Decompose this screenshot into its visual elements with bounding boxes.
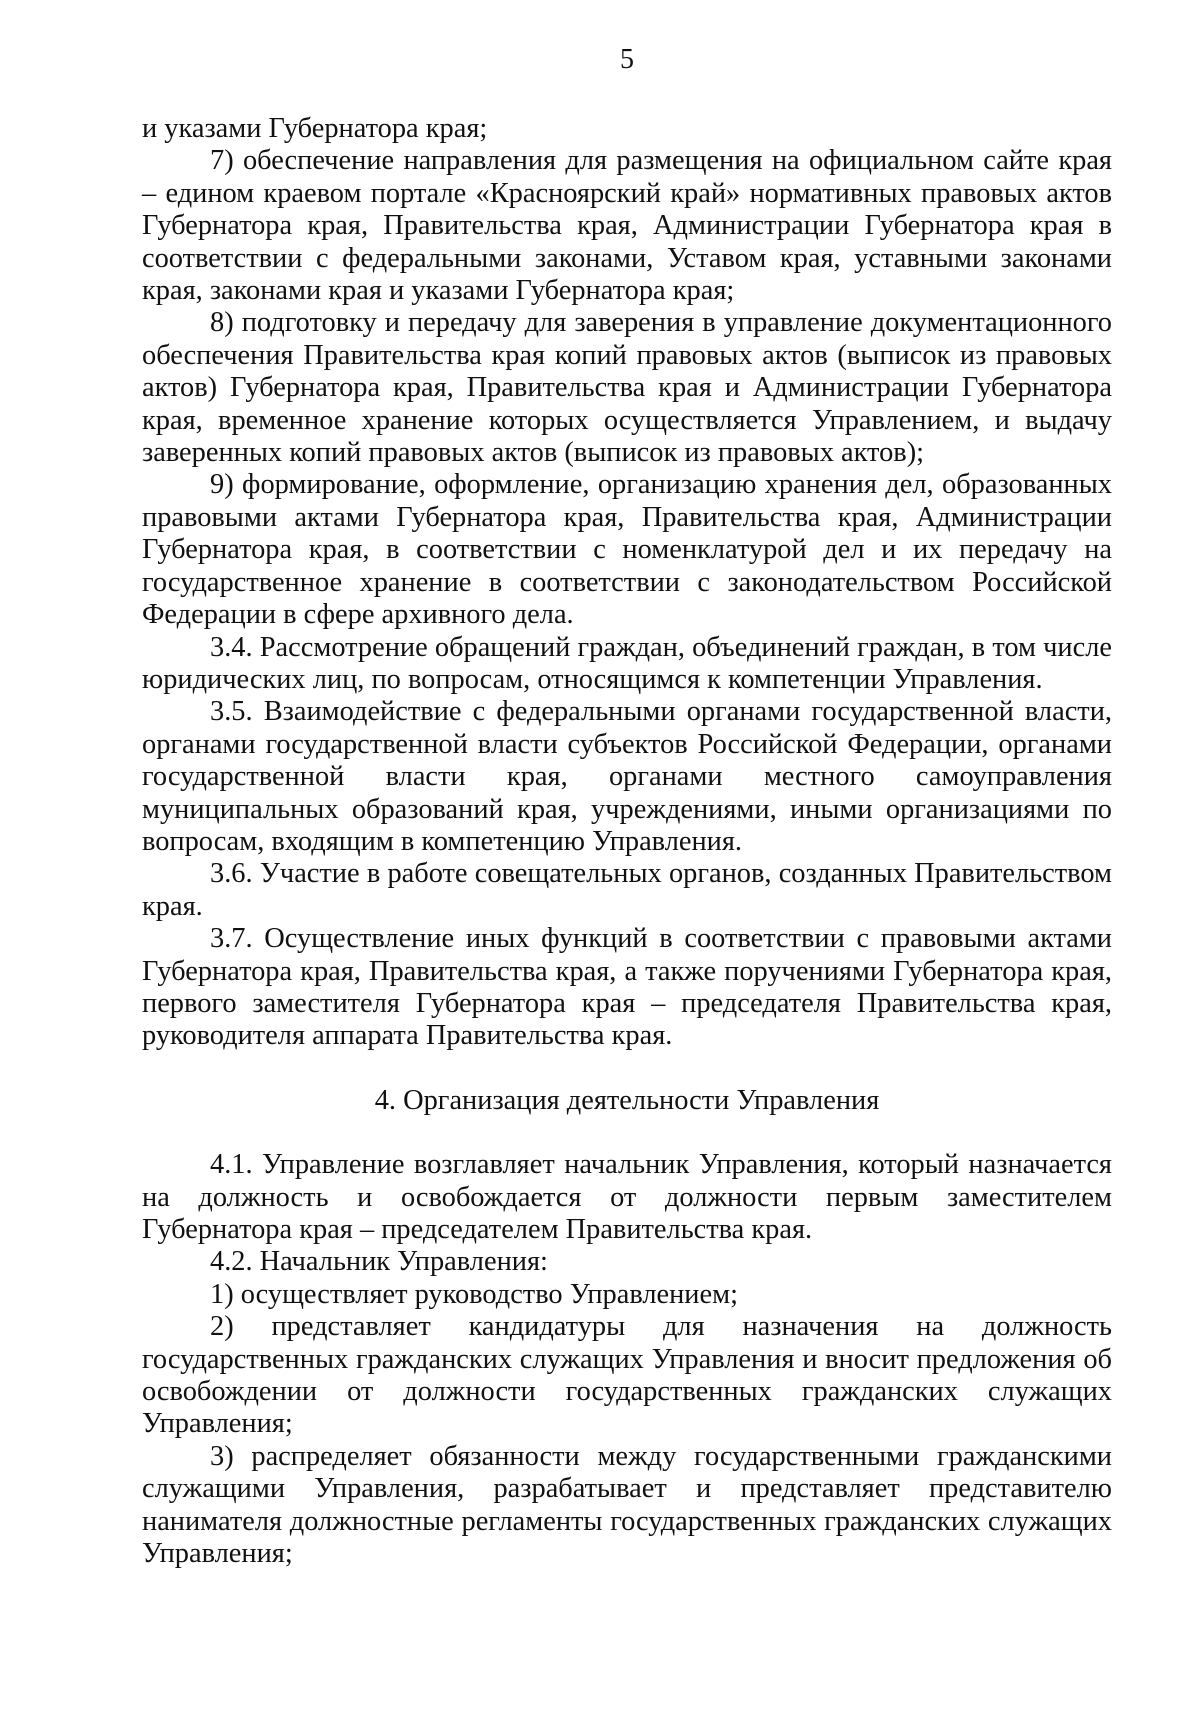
paragraph-item-7: 7) обеспечение направления для размещения на официальном сайте края – едином краевом портале «Красноярский край» нормативных правовых актов Губернатора края, Правительства края, Администрации Губернатора края в соответствии с федеральными законами, Уставом края, уставными законами края, законами края и указами Губернатора края;	[142, 145, 1112, 307]
paragraph-continuation: и указами Губернатора края;	[142, 113, 488, 144]
paragraph-4-1: 4.1. Управление возглавляет начальник Управления, который назначается на должность и освобождается от должности первым заместителем Губернатора края – председателем Правительства края.	[142, 1149, 1112, 1245]
document-body	[142, 113, 1112, 1570]
paragraph-4-2-item-2: 2) представляет кандидатуры для назначения на должность государственных гражданских служащих Управления и вносит предложения об освобождении от должности государственных гражданских служащих Управления;	[142, 1311, 1112, 1440]
paragraph-4-2-item-3: 3) распределяет обязанности между государственными гражданскими служащими Управления, разрабатывает и представляет представителю нанимателя должностные регламенты государственных гражданских служащих Управления;	[142, 1440, 1112, 1570]
paragraph-4-2-item-1: 1) осуществляет руководство Управлением;	[210, 1278, 738, 1310]
paragraph-4-2: 4.2. Начальник Управления:	[210, 1246, 548, 1278]
paragraph-item-8: 8) подготовку и передачу для заверения в управление документационного обеспечения Правительства края копий правовых актов (выписок из правовых актов) Губернатора края, Правительства края и Администрации Губернатора края, временное хранение которых осуществляется Управлением, и выдачу заверенных копий правовых актов (выписок из правовых актов);	[142, 307, 1112, 469]
page-number: 5	[620, 44, 634, 75]
paragraph-3-4: 3.4. Рассмотрение обращений граждан, объединений граждан, в том числе юридических лиц, по вопросам, относящимся к компетенции Управления.	[142, 631, 1112, 695]
paragraph-item-9: 9) формирование, оформление, организацию хранения дел, образованных правовыми актами Губернатора края, Правительства края, Администрации Губернатора края, в соответствии с номенклатурой дел и их передачу на государственное хранение в соответствии с законодательством Российской Федерации в сфере архивного дела.	[142, 469, 1112, 631]
section-heading: 4. Организация деятельности Управления	[374, 1084, 880, 1116]
paragraph-3-6: 3.6. Участие в работе совещательных органов, созданных Правительством края.	[142, 858, 1112, 922]
paragraph-3-5: 3.5. Взаимодействие с федеральными органами государственной власти, органами государственной власти субъектов Российской Федерации, органами государственной власти края, органами местного самоуправления муниципальных образований края, учреждениями, иными организациями по вопросам, входящим в компетенцию Управления.	[142, 696, 1112, 857]
paragraph-3-7: 3.7. Осуществление иных функций в соответствии с правовыми актами Губернатора края, Правительства края, а также поручениями Губернатора края, первого заместителя Губернатора края – председателя Правительства края, руководителя аппарата Правительства края.	[142, 923, 1112, 1052]
